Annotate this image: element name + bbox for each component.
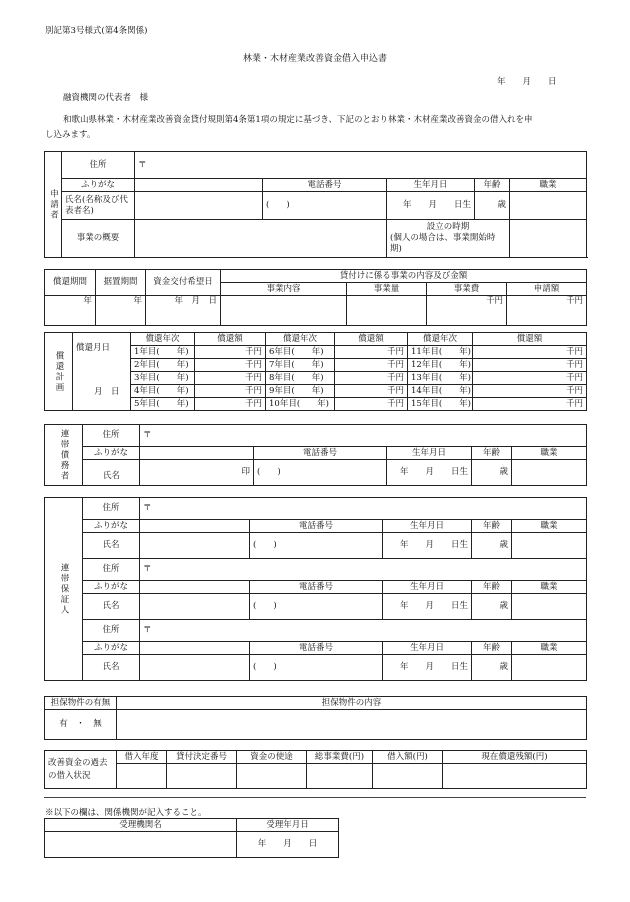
divider bbox=[44, 797, 586, 798]
receiving-org-field[interactable] bbox=[45, 832, 237, 858]
collateral-options[interactable]: 有 ・ 無 bbox=[45, 710, 117, 740]
history-col-year: 借入年度 bbox=[117, 751, 167, 764]
guarantor-birth-field[interactable]: 年 月 日生 bbox=[383, 533, 472, 559]
birth-label: 生年月日 bbox=[387, 179, 475, 192]
receipt-date-label: 受理年月日 bbox=[237, 819, 339, 832]
guarantor-age-label: 年齢 bbox=[472, 642, 512, 655]
apply-amount-field[interactable]: 千円 bbox=[507, 296, 587, 326]
repay-year: 5年目( 年) bbox=[131, 398, 195, 411]
repay-month-day-label: 償還月日 bbox=[76, 343, 111, 353]
repay-period-label: 償還期間 bbox=[45, 270, 96, 296]
guarantor-birth-label: 生年月日 bbox=[383, 520, 472, 533]
guarantor-name-label: 氏名 bbox=[83, 655, 140, 681]
co-debtor-table bbox=[44, 424, 587, 486]
co-debtor-job-field[interactable] bbox=[512, 460, 587, 486]
repay-amount[interactable]: 千円 bbox=[195, 346, 266, 359]
founding-field[interactable] bbox=[510, 220, 587, 258]
business-label: 事業の概要 bbox=[62, 220, 135, 258]
repay-plan-table bbox=[44, 332, 587, 411]
history-cell[interactable] bbox=[167, 764, 237, 789]
history-table bbox=[44, 750, 587, 789]
repay-amount[interactable]: 千円 bbox=[335, 372, 408, 385]
biz-content-label: 事業内容 bbox=[221, 283, 347, 296]
guarantor-job-label: 職業 bbox=[512, 520, 587, 533]
repay-year: 7年目( 年) bbox=[266, 359, 335, 372]
grace-period-label: 据置期間 bbox=[96, 270, 146, 296]
applicant-table bbox=[44, 151, 587, 258]
job-label: 職業 bbox=[510, 179, 587, 192]
co-debtor-address-label: 住所 bbox=[83, 425, 140, 447]
repay-amount[interactable]: 千円 bbox=[195, 359, 266, 372]
guarantor-phone-label: 電話番号 bbox=[250, 581, 383, 594]
repay-year: 14年目( 年) bbox=[408, 385, 473, 398]
repay-amount-header: 償還額 bbox=[473, 333, 587, 346]
co-debtor-name-caption: 氏名 bbox=[103, 471, 121, 481]
biz-cost-field[interactable]: 千円 bbox=[427, 296, 507, 326]
guarantor-job-field[interactable] bbox=[512, 533, 587, 559]
founding-label bbox=[387, 220, 510, 258]
delivery-date-field[interactable]: 年 月 日 bbox=[146, 296, 221, 326]
guarantor-name-label: 氏名 bbox=[83, 533, 140, 559]
guarantor-age-label: 年齢 bbox=[472, 581, 512, 594]
guarantor-section-label: 連帯保証人 bbox=[45, 498, 83, 681]
guarantor-address-field[interactable]: 〒 bbox=[140, 559, 587, 581]
guarantor-age-field[interactable]: 歳 bbox=[472, 655, 512, 681]
guarantor-name-field[interactable] bbox=[140, 594, 250, 620]
job-field[interactable] bbox=[510, 192, 587, 220]
apply-amount-label: 申請額 bbox=[507, 283, 587, 296]
footer-note: ※以下の欄は、関係機関が記入すること。 bbox=[45, 808, 207, 818]
repay-amount[interactable]: 千円 bbox=[335, 398, 408, 411]
guarantor-job-field[interactable] bbox=[512, 594, 587, 620]
repay-year: 10年目( 年) bbox=[266, 398, 335, 411]
loan-content-header: 貸付けに係る事業の内容及び金額 bbox=[221, 270, 587, 283]
history-col-number: 貸付決定番号 bbox=[167, 751, 237, 764]
co-debtor-phone-label: 電話番号 bbox=[254, 447, 387, 460]
repay-amount[interactable]: 千円 bbox=[473, 346, 587, 359]
repay-year-header: 償還年次 bbox=[408, 333, 473, 346]
repay-year: 8年目( 年) bbox=[266, 372, 335, 385]
collateral-content-label: 担保物件の内容 bbox=[117, 697, 587, 710]
repay-amount[interactable]: 千円 bbox=[473, 398, 587, 411]
guarantor-table bbox=[44, 497, 587, 681]
co-debtor-birth-field[interactable]: 年 月 日生 bbox=[387, 460, 472, 486]
history-col-use: 資金の使途 bbox=[237, 751, 307, 764]
guarantor-birth-field[interactable]: 年 月 日生 bbox=[383, 655, 472, 681]
repay-year: 2年目( 年) bbox=[131, 359, 195, 372]
guarantor-address-field[interactable]: 〒 bbox=[140, 620, 587, 642]
repay-year: 15年目( 年) bbox=[408, 398, 473, 411]
business-field[interactable] bbox=[135, 220, 387, 258]
repay-amount[interactable]: 千円 bbox=[335, 346, 408, 359]
form-number: 別記第3号様式(第4条関係) bbox=[45, 26, 148, 36]
co-debtor-age-label: 年齢 bbox=[472, 447, 512, 460]
phone-field[interactable]: ( ) bbox=[263, 192, 387, 220]
address-label: 住所 bbox=[62, 152, 135, 179]
founding-subtitle: (個人の場合は、事業開始時期) bbox=[390, 233, 496, 254]
guarantor-age-field[interactable]: 歳 bbox=[472, 533, 512, 559]
guarantor-age-field[interactable]: 歳 bbox=[472, 594, 512, 620]
co-debtor-address-field[interactable]: 〒 bbox=[140, 425, 587, 447]
name-label: 氏名(名称及び代表者名) bbox=[62, 192, 135, 220]
guarantor-job-label: 職業 bbox=[512, 581, 587, 594]
guarantor-furigana-field[interactable] bbox=[140, 520, 250, 533]
guarantor-birth-label: 生年月日 bbox=[383, 642, 472, 655]
repay-section-label: 償還計画 bbox=[45, 333, 73, 411]
guarantor-age-label: 年齢 bbox=[472, 520, 512, 533]
repay-year: 9年目( 年) bbox=[266, 385, 335, 398]
history-col-total: 総事業費(円) bbox=[307, 751, 373, 764]
repay-amount-header: 償還額 bbox=[335, 333, 408, 346]
co-debtor-age-field[interactable]: 歳 bbox=[472, 460, 512, 486]
name-field[interactable] bbox=[135, 192, 263, 220]
guarantor-phone-field[interactable]: ( ) bbox=[250, 594, 383, 620]
repay-year: 4年目( 年) bbox=[131, 385, 195, 398]
history-cell[interactable] bbox=[237, 764, 307, 789]
collateral-table bbox=[44, 696, 587, 740]
guarantor-name-field[interactable] bbox=[140, 655, 250, 681]
repay-year: 1年目( 年) bbox=[131, 346, 195, 359]
loan-table bbox=[44, 269, 587, 326]
biz-content-field[interactable] bbox=[221, 296, 347, 326]
co-debtor-job-label: 職業 bbox=[512, 447, 587, 460]
guarantor-job-label: 職業 bbox=[512, 642, 587, 655]
history-col-remaining: 現在償還残額(円) bbox=[443, 751, 587, 764]
co-debtor-phone-field[interactable]: ( ) bbox=[254, 460, 387, 486]
repay-amount[interactable]: 千円 bbox=[335, 359, 408, 372]
repay-amount[interactable]: 千円 bbox=[473, 372, 587, 385]
guarantor-name-label: 氏名 bbox=[83, 594, 140, 620]
receiving-org-label: 受理機関名 bbox=[45, 819, 237, 832]
delivery-date-label: 資金交付希望日 bbox=[146, 270, 221, 296]
guarantor-furigana-label: ふりがな bbox=[83, 642, 140, 655]
repay-amount[interactable]: 千円 bbox=[195, 372, 266, 385]
age-field[interactable]: 歳 bbox=[475, 192, 510, 220]
receipt-date-field[interactable]: 年 月 日 bbox=[237, 832, 339, 858]
intro-text: 和歌山県林業・木材産業改善資金貸付規則第4条第1項の規定に基づき、下記のとおり林業・木材産業改善資金の借入れを申 bbox=[63, 115, 533, 125]
collateral-exists-label: 担保物件の有無 bbox=[45, 697, 117, 710]
repay-amount[interactable]: 千円 bbox=[473, 385, 587, 398]
grace-period-field[interactable]: 年 bbox=[96, 296, 146, 326]
biz-amount-label: 事業量 bbox=[347, 283, 427, 296]
repay-year: 13年目( 年) bbox=[408, 372, 473, 385]
guarantor-furigana-label: ふりがな bbox=[83, 581, 140, 594]
repay-year: 6年目( 年) bbox=[266, 346, 335, 359]
repay-amount-header: 償還額 bbox=[195, 333, 266, 346]
repay-year: 12年目( 年) bbox=[408, 359, 473, 372]
guarantor-phone-label: 電話番号 bbox=[250, 520, 383, 533]
co-debtor-section-label: 連帯債務者 bbox=[45, 425, 83, 486]
guarantor-birth-label: 生年月日 bbox=[383, 581, 472, 594]
guarantor-phone-field[interactable]: ( ) bbox=[250, 655, 383, 681]
repay-period-field[interactable]: 年 bbox=[45, 296, 96, 326]
receipt-table bbox=[44, 818, 339, 858]
guarantor-name-field[interactable] bbox=[140, 533, 250, 559]
history-cell[interactable] bbox=[443, 764, 587, 789]
guarantor-birth-field[interactable]: 年 月 日生 bbox=[383, 594, 472, 620]
page-title: 林業・木材産業改善資金借入申込書 bbox=[242, 54, 387, 64]
history-col-amount: 借入額(円) bbox=[373, 751, 443, 764]
repay-month-day[interactable] bbox=[73, 333, 131, 411]
co-debtor-name-field[interactable]: 印 bbox=[140, 460, 254, 486]
guarantor-address-field[interactable]: 〒 bbox=[140, 498, 587, 520]
repay-year-header: 償還年次 bbox=[131, 333, 195, 346]
collateral-content-field[interactable] bbox=[117, 710, 587, 740]
age-label: 年齢 bbox=[475, 179, 510, 192]
guarantor-address-label: 住所 bbox=[83, 559, 140, 581]
address-field[interactable]: 〒 bbox=[135, 152, 587, 179]
guarantor-furigana-field[interactable] bbox=[140, 642, 250, 655]
repay-amount[interactable]: 千円 bbox=[335, 385, 408, 398]
repay-month-day-value: 月 日 bbox=[94, 387, 120, 397]
guarantor-phone-label: 電話番号 bbox=[250, 642, 383, 655]
intro-text-2: し込みます。 bbox=[45, 130, 96, 140]
founding-title: 設立の時期 bbox=[426, 222, 470, 232]
history-label: 改善資金の過去の借入状況 bbox=[45, 751, 117, 789]
addressee: 融資機関の代表者 様 bbox=[63, 93, 149, 103]
birth-field[interactable]: 年 月 日生 bbox=[387, 192, 475, 220]
repay-amount[interactable]: 千円 bbox=[473, 359, 587, 372]
guarantor-address-label: 住所 bbox=[83, 498, 140, 520]
history-cell[interactable] bbox=[373, 764, 443, 789]
repay-year-header: 償還年次 bbox=[266, 333, 335, 346]
repay-amount[interactable]: 千円 bbox=[195, 398, 266, 411]
guarantor-job-field[interactable] bbox=[512, 655, 587, 681]
furigana-label: ふりがな bbox=[62, 179, 135, 192]
furigana-field[interactable] bbox=[135, 179, 263, 192]
guarantor-address-label: 住所 bbox=[83, 620, 140, 642]
co-debtor-birth-label: 生年月日 bbox=[387, 447, 472, 460]
repay-year: 11年目( 年) bbox=[408, 346, 473, 359]
guarantor-furigana-field[interactable] bbox=[140, 581, 250, 594]
biz-cost-label: 事業費 bbox=[427, 283, 507, 296]
co-debtor-furigana-field[interactable] bbox=[140, 447, 254, 460]
submission-date: 年 月 日 bbox=[497, 77, 557, 87]
history-cell[interactable] bbox=[117, 764, 167, 789]
guarantor-furigana-label: ふりがな bbox=[83, 520, 140, 533]
applicant-section-label: 申請者 bbox=[45, 152, 62, 258]
biz-amount-field[interactable] bbox=[347, 296, 427, 326]
guarantor-phone-field[interactable]: ( ) bbox=[250, 533, 383, 559]
co-debtor-furigana-label: ふりがな bbox=[83, 447, 140, 460]
repay-amount[interactable]: 千円 bbox=[195, 385, 266, 398]
history-cell[interactable] bbox=[307, 764, 373, 789]
repay-year: 3年目( 年) bbox=[131, 372, 195, 385]
phone-label: 電話番号 bbox=[263, 179, 387, 192]
